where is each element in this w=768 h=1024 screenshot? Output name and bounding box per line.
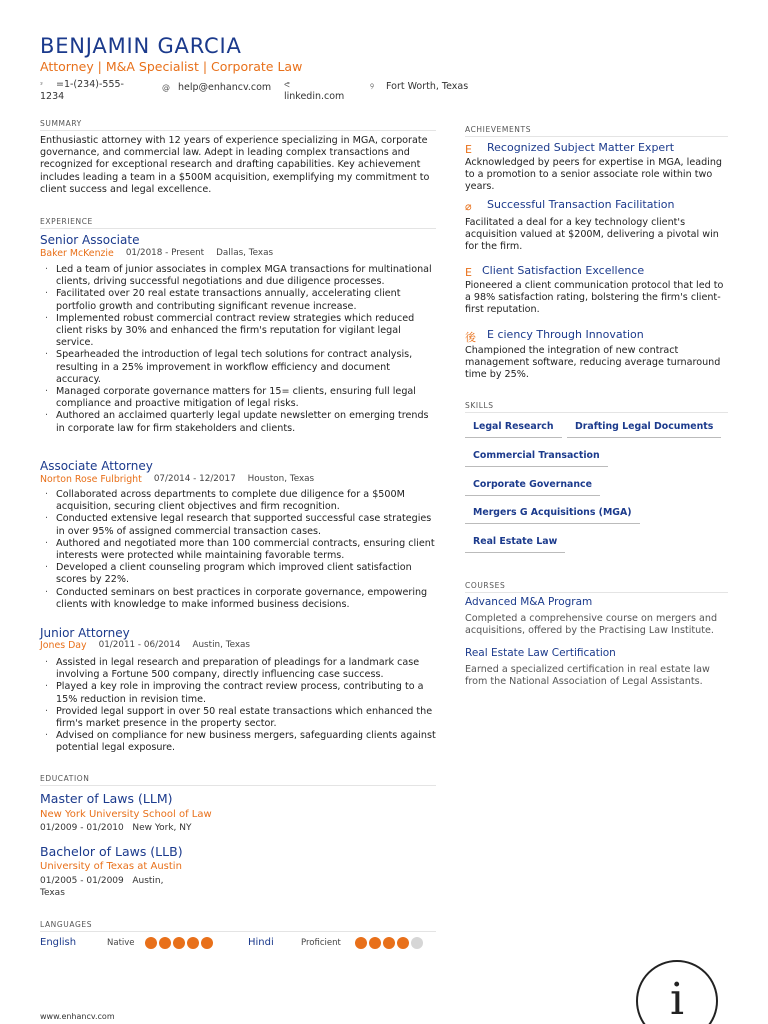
languages-heading: LANGUAGES [40, 920, 93, 929]
divider [465, 592, 728, 593]
job-bullets [40, 489, 436, 611]
location-pin-icon: ୨ [370, 82, 374, 91]
courses-heading: COURSES [465, 581, 506, 590]
award-icon: E [465, 143, 472, 156]
language-name: English [40, 937, 77, 948]
job-meta [40, 248, 273, 259]
handshake-icon: ⌀ [465, 200, 472, 213]
skill-tag: Corporate Governance [465, 476, 600, 496]
language-level-wrap [301, 938, 341, 948]
star-icon: E [465, 266, 472, 279]
achievement-title: Successful Transaction Facilitation [487, 198, 675, 211]
achievement-desc: Facilitated a deal for a key technology client's acquisition valued at $200M, delivering a pivotal win for the firm. [465, 217, 719, 253]
job-meta [40, 640, 250, 651]
lightbulb-icon: 後 [465, 331, 476, 344]
rating-dot-filled [397, 937, 409, 949]
language-level: Proficient [301, 938, 341, 948]
job-dates: 01/2018 - Present [125, 248, 205, 258]
edu-date-range: 01/2005 - 01/2009 [40, 876, 124, 886]
phone-text-2: 1234 [40, 91, 65, 102]
bullet: · Advised on compliance for new business mergers, safeguarding clients against potential legal exposure. [40, 730, 436, 754]
bullet: · Facilitated over 20 real estate transactions annually, accelerating client portfolio growth and contributing significant revenue increase. [40, 288, 436, 312]
summary-heading: SUMMARY [40, 119, 82, 128]
rating-dot-filled [145, 937, 157, 949]
divider [40, 228, 436, 229]
skill-tag: Real Estate Law [465, 533, 565, 553]
job-meta [40, 474, 314, 485]
divider [40, 785, 436, 786]
phone-text-1: =1-(234)-555- [56, 79, 124, 90]
bullet: · Managed corporate governance matters for 15= clients, ensuring full legal compliance and proactive mitigation of legal risks. [40, 386, 436, 410]
job-location: Dallas, Texas [216, 248, 274, 258]
rating-dot-empty [411, 937, 423, 949]
phone-icon: ᵌ [40, 80, 43, 89]
footer-url[interactable]: www.enhancv.com [40, 1012, 115, 1021]
at-icon: @ [162, 83, 170, 92]
achievement-title: E ciency Through Innovation [487, 328, 644, 341]
achievement-desc: Pioneered a client communication protocol that led to a 98% satisfaction rating, bolstering the firm's client-first reputation. [465, 280, 724, 316]
language-rating [355, 937, 423, 949]
degree-title: Bachelor of Laws (LLB) [40, 844, 183, 859]
languages-row [40, 937, 460, 953]
divider [465, 412, 728, 413]
rating-dot-filled [187, 937, 199, 949]
language-item [40, 937, 76, 948]
course-title: Real Estate Law Certification [465, 647, 616, 659]
edu-location: New York, NY [132, 823, 192, 833]
job-dates: 01/2011 - 06/2014 [98, 640, 181, 650]
divider [465, 136, 728, 137]
rating-dot-filled [369, 937, 381, 949]
rating-dot-filled [173, 937, 185, 949]
achievement-desc: Acknowledged by peers for expertise in MGA, leading to a promotion to a senior associate role within two years. [465, 157, 723, 193]
rating-dot-filled [159, 937, 171, 949]
contact-location [370, 81, 468, 93]
experience-heading: EXPERIENCE [40, 217, 93, 226]
bullet: · Authored an acclaimed quarterly legal update newsletter on emerging trends in corporate law for firm stakeholders and clients. [40, 410, 436, 434]
course-desc: Earned a specialized certification in real estate law from the National Association of Legal Assistants. [465, 664, 710, 688]
rating-dot-filled [383, 937, 395, 949]
contact-bar [40, 79, 760, 105]
job-bullets [40, 657, 436, 755]
school-name: University of Texas at Austin [40, 861, 182, 872]
job-location: Houston, Texas [247, 474, 315, 484]
edu-location-2: Texas [40, 888, 65, 898]
bullet: · Collaborated across departments to complete due diligence for a $500M acquisition, securing client objectives and firm recognition. [40, 489, 436, 513]
job-company: Baker McKenzie [40, 248, 114, 259]
job-title: Senior Associate [40, 233, 140, 247]
job-company: Norton Rose Fulbright [40, 474, 142, 485]
bullet: · Authored and negotiated more than 100 commercial contracts, ensuring client interests were protected while maintaining favorable terms. [40, 538, 436, 562]
email-text: help@enhancv.com [178, 82, 272, 93]
language-level-wrap [107, 938, 135, 948]
edu-dates [40, 822, 220, 834]
achievement-title: Client Satisfaction Excellence [482, 264, 645, 277]
language-name: Hindi [248, 937, 274, 948]
rating-dot-filled [201, 937, 213, 949]
skill-tag: Mergers G Acquisitions (MGA) [465, 504, 640, 524]
bullet: · Spearheaded the introduction of legal tech solutions for contract analysis, resulting in a 25% improvement in workflow efficiency and document accuracy. [40, 349, 436, 386]
bullet: · Developed a client counseling program which improved client satisfaction scores by 22%. [40, 562, 436, 586]
contact-linkedin[interactable] [284, 79, 344, 103]
link-icon: ᕙ [284, 80, 290, 89]
divider [40, 130, 436, 131]
job-company: Jones Day [40, 640, 87, 651]
job-title: Junior Attorney [40, 626, 130, 640]
edu-date-range: 01/2009 - 01/2010 [40, 823, 124, 833]
rating-dot-filled [355, 937, 367, 949]
job-dates: 07/2014 - 12/2017 [153, 474, 236, 484]
contact-email[interactable] [162, 82, 271, 94]
skill-tag: Legal Research [465, 418, 562, 438]
bullet: · Played a key role in improving the contract review process, contributing to a 15% reduction in revision time. [40, 681, 436, 705]
job-location: Austin, Texas [192, 640, 251, 650]
course-desc: Completed a comprehensive course on mergers and acquisitions, offered by the Practising Law Institute. [465, 613, 718, 637]
achievements-heading: ACHIEVEMENTS [465, 125, 532, 134]
degree-title: Master of Laws (LLM) [40, 791, 173, 806]
skill-tag: Commercial Transaction [465, 447, 608, 467]
edu-dates [40, 875, 220, 899]
language-level: Native [107, 938, 135, 948]
candidate-title: Attorney | M&A Specialist | Corporate Law [40, 59, 303, 74]
achievement-title: Recognized Subject Matter Expert [487, 141, 675, 154]
contact-phone[interactable] [40, 79, 124, 103]
education-heading: EDUCATION [40, 774, 90, 783]
language-item [248, 937, 274, 948]
edu-location: Austin, [132, 876, 164, 886]
info-icon[interactable]: i [636, 960, 718, 1024]
job-title: Associate Attorney [40, 459, 153, 473]
course-title: Advanced M&A Program [465, 596, 593, 608]
job-bullets [40, 264, 436, 435]
bullet: · Implemented robust commercial contract review strategies which reduced client risks by 30% and enhanced the firm's reputation for vigilant legal service. [40, 313, 436, 350]
bullet: · Conducted extensive legal research that supported successful case strategies in over 95% of assigned commercial transaction cases. [40, 513, 436, 537]
location-text: Fort Worth, Texas [386, 81, 469, 92]
school-name: New York University School of Law [40, 809, 212, 820]
bullet: · Provided legal support in over 50 real estate transactions which enhanced the firm's market presence in the property sector. [40, 706, 436, 730]
achievement-desc: Championed the integration of new contract management software, reducing average turnaround time by 25%. [465, 345, 721, 381]
skills-heading: SKILLS [465, 401, 494, 410]
divider [40, 931, 436, 932]
bullet: · Assisted in legal research and preparation of pleadings for a landmark case involving a Fortune 500 company, directly influencing case success. [40, 657, 436, 681]
skill-tag: Drafting Legal Documents [567, 418, 721, 438]
bullet: · Led a team of junior associates in complex MGA transactions for multinational clients, driving successful negotiations and due diligence processes. [40, 264, 436, 288]
candidate-name: BENJAMIN GARCIA [40, 34, 242, 58]
language-rating [145, 937, 213, 949]
linkedin-text: linkedin.com [284, 91, 345, 102]
bullet: · Conducted seminars on best practices in corporate governance, empowering clients with knowledge to make informed business decisions. [40, 587, 436, 611]
summary-text: Enthusiastic attorney with 12 years of experience specializing in MGA, corporate governance, and commercial law. Adept in leading complex transactions and recognized for exceptional research and drafting capabilities. Key achievement includes leading a team in a $500M acquisition, exemplifying my commitment to client success and legal excellence. [40, 135, 430, 195]
